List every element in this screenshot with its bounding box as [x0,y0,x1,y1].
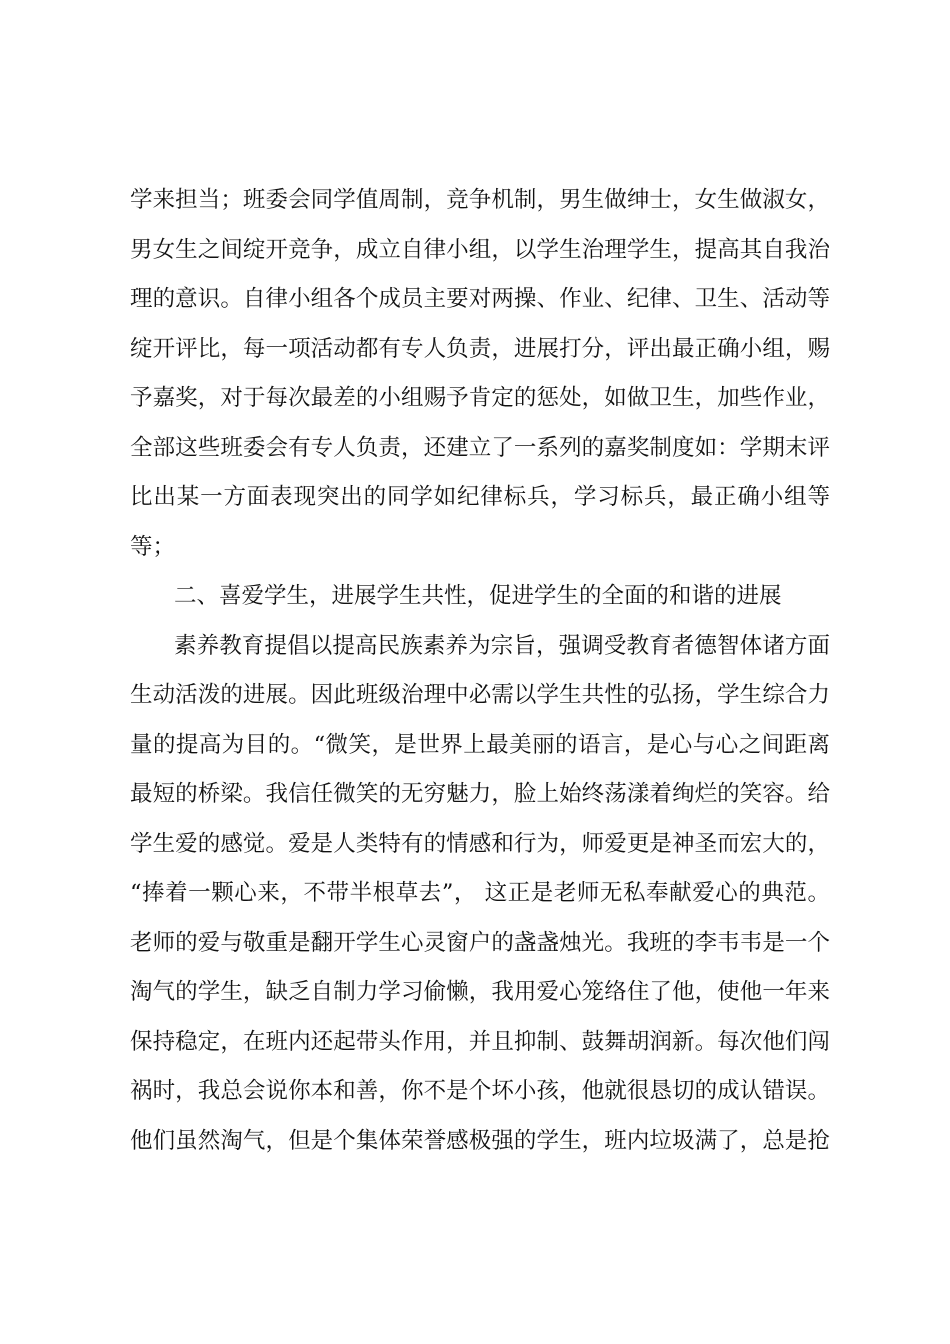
text-line: 男女生之间绽开竞争，成立自律小组，以学生治理学生，提高其自我治 [130,236,830,263]
text-line: 予嘉奖，对于每次最差的小组赐予肯定的惩处，如做卫生，加些作业， [130,385,830,411]
text-line: 学来担当；班委会同学值周制，竞争机制，男生做绅士，女生做淑女， [130,187,830,213]
text-line: 学生爱的感觉。爱是人类特有的情感和行为，师爱更是神圣而宏大的， [130,830,830,857]
text-line: 生动活泼的进展。因此班级治理中必需以学生共性的弘扬，学生综合力 [130,682,830,708]
text-line: 全部这些班委会有专人负责，还建立了一系列的嘉奖制度如：学期末评 [130,434,830,461]
text-line: 保持稳定，在班内还起带头作用，并且抑制、鼓舞胡润新。每次他们闯 [130,1028,830,1055]
text-line: 比出某一方面表现突出的同学如纪律标兵，学习标兵，最正确小组等 [130,484,830,510]
section-heading-2 [130,572,830,622]
text-line: 老师的爱与敬重是翻开学生心灵窗户的盏盏烛光。我班的李韦韦是一个 [130,929,830,956]
text-line: 理的意识。自律小组各个成员主要对两操、作业、纪律、卫生、活动等 [130,286,830,312]
text-line: 淘气的学生，缺乏自制力学习偷懒，我用爱心笼络住了他，使他一年来 [130,979,830,1005]
text-line: “捧着一颗心来，不带半根草去”， 这正是老师无私奉献爱心的典范。 [130,880,830,906]
heading-line: 二、喜爱学生，进展学生共性，促进学生的全面的和谐的进展 [174,583,782,609]
body-text [130,176,830,1166]
paragraph-class-management [130,176,830,572]
text-line: 最短的桥梁。我信任微笑的无穷魅力，脸上始终荡漾着绚烂的笑容。给 [130,781,830,807]
text-line: 他们虽然淘气，但是个集体荣誉感极强的学生，班内垃圾满了，总是抢 [130,1127,830,1154]
text-line: 祸时，我总会说你本和善，你不是个坏小孩，他就很恳切的成认错误。 [130,1078,830,1104]
text-line: 量的提高为目的。“微笑，是世界上最美丽的语言，是心与心之间距离 [130,731,830,758]
paragraph-quality-education [130,622,830,1167]
text-line: 绽开评比，每一项活动都有专人负责，进展打分，评出最正确小组，赐 [130,335,830,362]
text-line: 素养教育提倡以提高民族素养为宗旨，强调受教育者德智体诸方面 [174,632,830,659]
text-line: 等； [130,533,176,560]
